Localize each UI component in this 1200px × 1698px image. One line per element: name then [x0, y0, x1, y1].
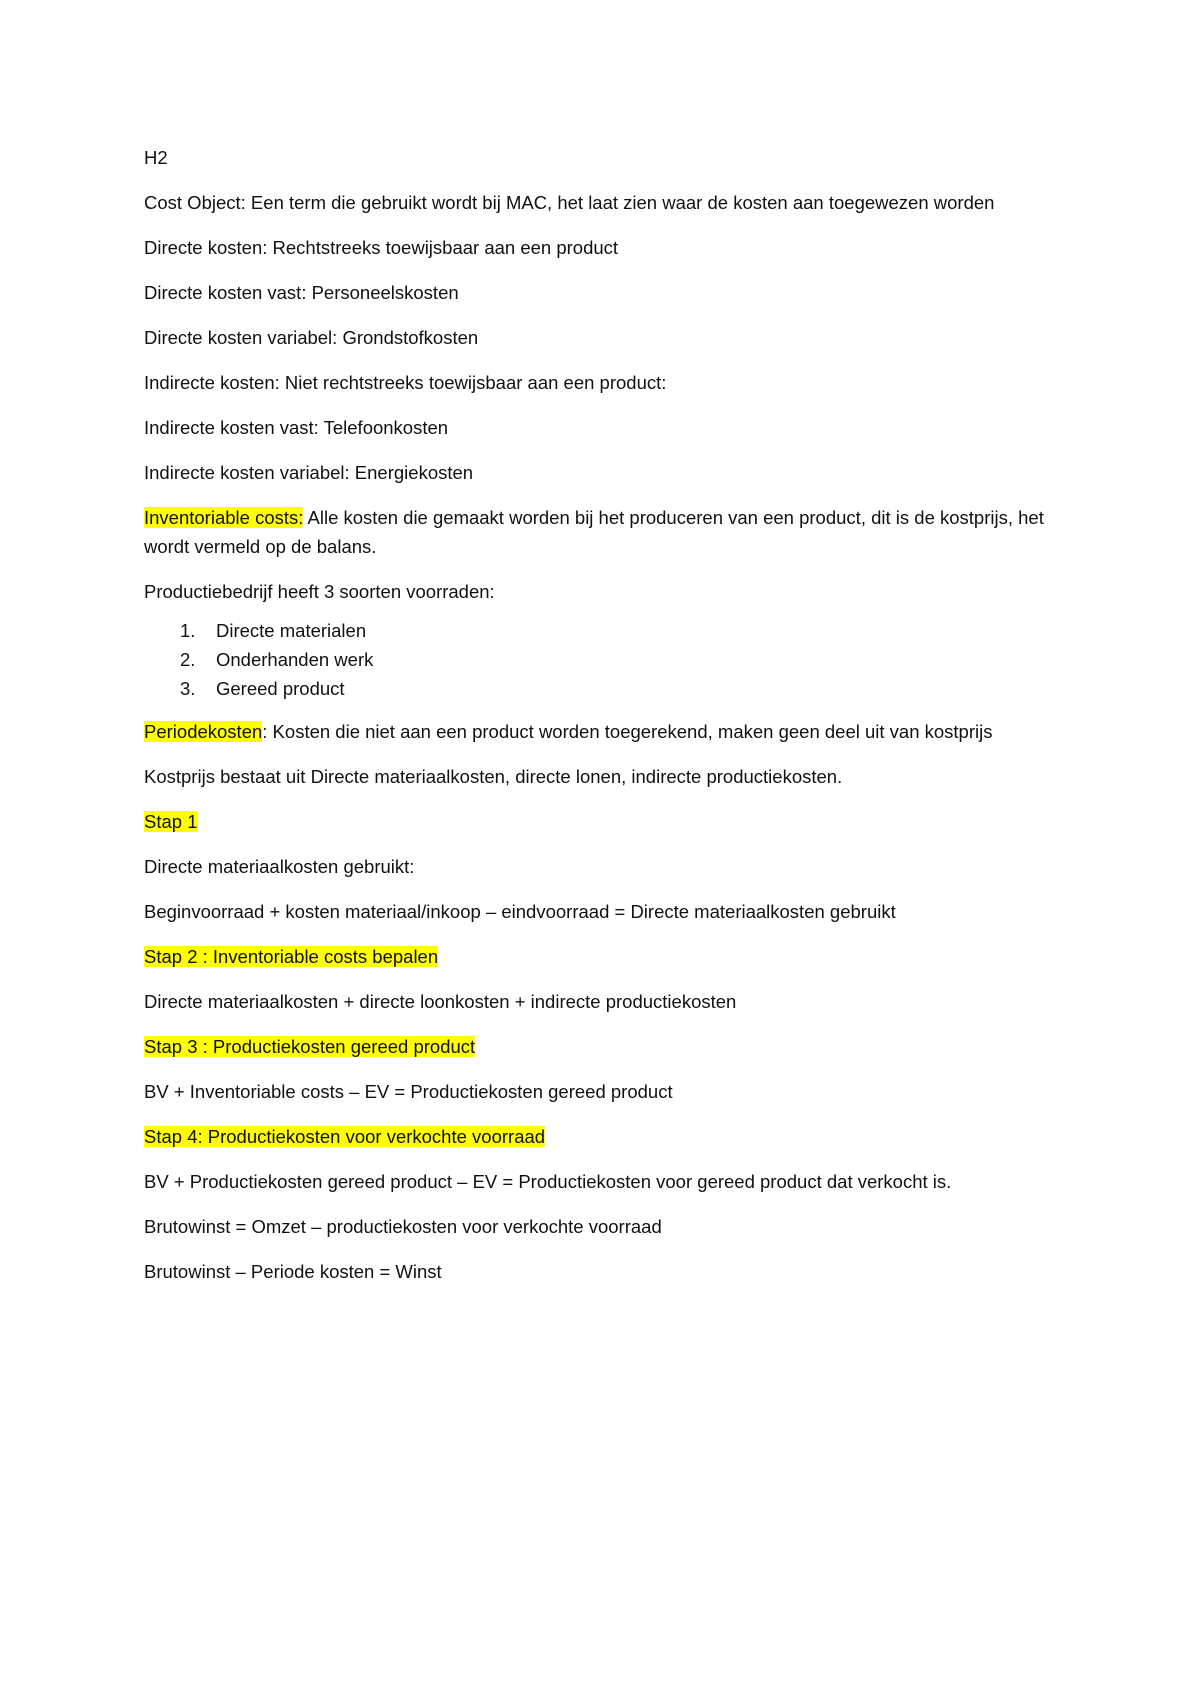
paragraph-brutowinst: Brutowinst = Omzet – productiekosten voor verkochte voorraad: [144, 1216, 662, 1237]
paragraph-directe-kosten-vast: Directe kosten vast: Personeelskosten: [144, 282, 459, 303]
definition-inventoriable-costs: Alle kosten die gemaakt worden bij het produceren van een product, dit is de kostprijs, het wordt vermeld op de balans.: [144, 507, 1044, 557]
paragraph-directe-kosten-variabel: Directe kosten variabel: Grondstofkosten: [144, 327, 479, 348]
paragraph-stap-3-formula: BV + Inventoriable costs – EV = Productiekosten gereed product: [144, 1081, 673, 1102]
list-item-label: Directe materialen: [216, 620, 367, 641]
list-item: [144, 645, 1044, 674]
paragraph-stap-1-formula: Beginvoorraad + kosten materiaal/inkoop – eindvoorraad = Directe materiaalkosten gebruikt: [144, 901, 896, 922]
heading-h2: H2: [144, 147, 168, 168]
highlight-periodekosten: Periodekosten: [144, 721, 263, 742]
document-body: [144, 143, 1044, 1302]
highlight-stap-1: Stap 1: [144, 811, 198, 832]
highlight-stap-3: Stap 3 : Productiekosten gereed product: [144, 1036, 476, 1057]
highlight-stap-4: Stap 4: Productiekosten voor verkochte voorraad: [144, 1126, 546, 1147]
list-item: [144, 616, 1044, 645]
paragraph-winst: Brutowinst – Periode kosten = Winst: [144, 1261, 442, 1282]
list-item-label: Gereed product: [216, 678, 345, 699]
list-item-number: 2.: [180, 649, 196, 670]
paragraph-indirecte-kosten-variabel: Indirecte kosten variabel: Energiekosten: [144, 462, 474, 483]
highlight-inventoriable-costs: Inventoriable costs:: [144, 507, 304, 528]
definition-cost-object: Een term die gebruikt wordt bij MAC, het laat zien waar de kosten aan toegewezen worden: [245, 192, 995, 213]
paragraph-periodekosten: [144, 717, 1044, 746]
paragraph-kostprijs: Kostprijs bestaat uit Directe materiaalkosten, directe lonen, indirecte productiekosten.: [144, 766, 843, 787]
paragraph-stap-1: [144, 807, 1044, 836]
paragraph-productiebedrijf: Productiebedrijf heeft 3 soorten voorraden:: [144, 581, 495, 602]
paragraph-inventoriable-costs: [144, 503, 1044, 561]
definition-periodekosten: : Kosten die niet aan een product worden toegerekend, maken geen deel uit van kostprijs: [262, 721, 993, 742]
list-item-label: Onderhanden werk: [216, 649, 374, 670]
paragraph-stap-1-title: Directe materiaalkosten gebruikt:: [144, 856, 415, 877]
paragraph-stap-3: [144, 1032, 1044, 1061]
voorraden-list: [144, 616, 1044, 703]
list-item-number: 1.: [180, 620, 196, 641]
paragraph-stap-4-formula: BV + Productiekosten gereed product – EV = Productiekosten voor gereed product dat verkocht is.: [144, 1171, 952, 1192]
list-item-number: 3.: [180, 678, 196, 699]
paragraph-stap-4: [144, 1122, 1044, 1151]
paragraph-directe-kosten: Directe kosten: Rechtstreeks toewijsbaar aan een product: [144, 237, 619, 258]
paragraph-indirecte-kosten: Indirecte kosten: Niet rechtstreeks toewijsbaar aan een product:: [144, 372, 667, 393]
highlight-stap-2: Stap 2 : Inventoriable costs bepalen: [144, 946, 439, 967]
list-item: [144, 674, 1044, 703]
term-cost-object: Cost Object:: [144, 192, 246, 213]
paragraph-cost-object: [144, 188, 1044, 217]
paragraph-stap-2-formula: Directe materiaalkosten + directe loonkosten + indirecte productiekosten: [144, 991, 737, 1012]
paragraph-indirecte-kosten-vast: Indirecte kosten vast: Telefoonkosten: [144, 417, 449, 438]
paragraph-stap-2: [144, 942, 1044, 971]
